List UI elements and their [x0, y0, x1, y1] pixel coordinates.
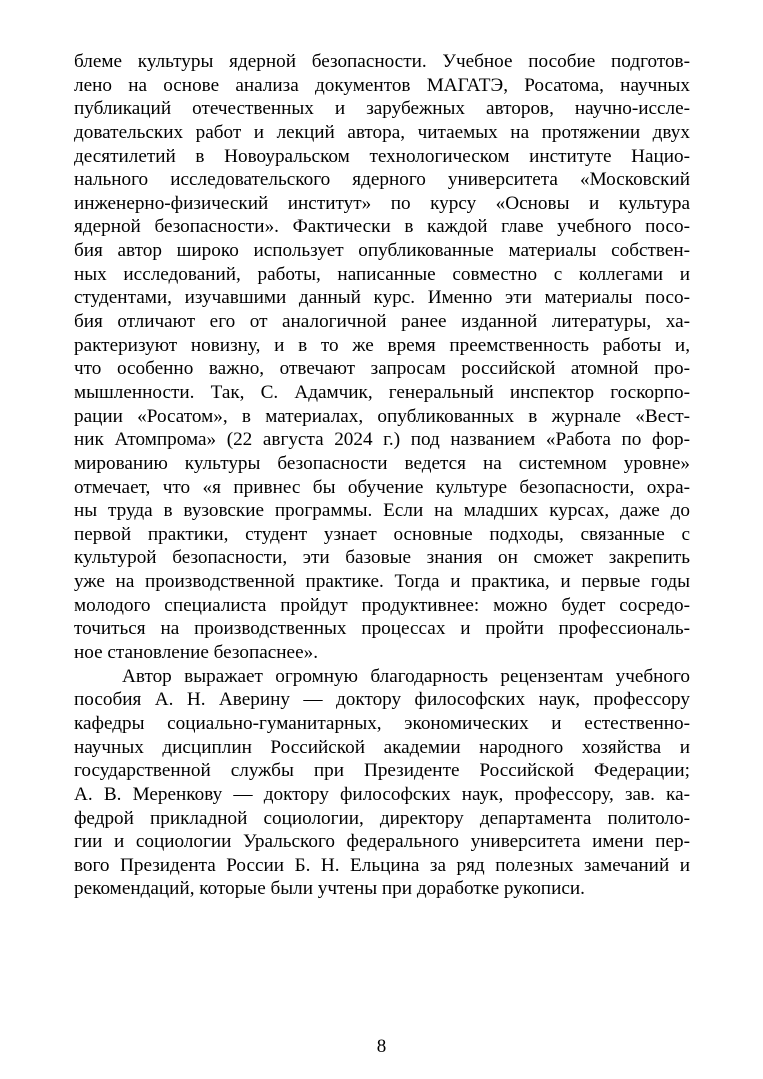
- text-line: ны труда в вузовские программы. Если на младших курсах, даже до: [74, 500, 690, 522]
- body-text: [74, 50, 690, 901]
- paragraph-1: [74, 50, 690, 665]
- text-line: бия отличают его от аналогичной ранее изданной литературы, ха-: [74, 311, 690, 333]
- text-line: государственной службы при Президенте Российской Федерации;: [74, 760, 690, 782]
- text-line: мышленности. Так, С. Адамчик, генеральный инспектор госкорпо-: [74, 381, 690, 403]
- text-line: вого Президента России Б. Н. Ельцина за ряд полезных замечаний и: [74, 854, 690, 876]
- text-line: нального исследовательского ядерного университета «Московский: [74, 169, 690, 191]
- text-line: студентами, изучавшими данный курс. Именно эти материалы посо-: [74, 287, 690, 309]
- text-line: отмечает, что «я привнес бы обучение культуре безопасности, охра-: [74, 476, 690, 498]
- text-line: десятилетий в Новоуральском технологическом институте Нацио-: [74, 145, 690, 167]
- text-line: ядерной безопасности». Фактически в каждой главе учебного посо-: [74, 216, 690, 238]
- text-line: бия автор широко использует опубликованные материалы собствен-: [74, 240, 690, 262]
- text-line: кафедры социально-гуманитарных, экономических и естественно-: [74, 712, 690, 734]
- text-line: А. В. Меренкову — доктору философских наук, профессору, зав. ка-: [74, 783, 690, 805]
- text-line: рации «Росатом», в материалах, опубликованных в журнале «Вест-: [74, 405, 690, 427]
- text-line: пособия А. Н. Аверину — доктору философских наук, профессору: [74, 689, 690, 711]
- text-line: первой практики, студент узнает основные подходы, связанные с: [74, 523, 690, 545]
- text-line: научных дисциплин Российской академии народного хозяйства и: [74, 736, 690, 758]
- text-line: молодого специалиста пройдут продуктивнее: можно будет сосредо-: [74, 594, 690, 616]
- text-line: инженерно-физический институт» по курсу «Основы и культура: [74, 192, 690, 214]
- text-line: Автор выражает огромную благодарность рецензентам учебного: [122, 665, 690, 687]
- text-line: федрой прикладной социологии, директору департамента политоло-: [74, 807, 690, 829]
- text-line: лено на основе анализа документов МАГАТЭ, Росатома, научных: [74, 74, 690, 96]
- text-line: мированию культуры безопасности ведется на системном уровне»: [74, 452, 690, 474]
- text-line: уже на производственной практике. Тогда и практика, и первые годы: [74, 571, 690, 593]
- text-line: довательских работ и лекций автора, читаемых на протяжении двух: [74, 121, 690, 143]
- text-line: публикаций отечественных и зарубежных авторов, научно-иссле-: [74, 98, 690, 120]
- text-line: культурой безопасности, эти базовые знания он сможет закрепить: [74, 547, 690, 569]
- paragraph-2: [74, 665, 690, 901]
- text-line: блеме культуры ядерной безопасности. Учебное пособие подготов-: [74, 51, 690, 72]
- text-line: ных исследований, работы, написанные совместно с коллегами и: [74, 263, 690, 285]
- text-line: гии и социологии Уральского федерального университета имени пер-: [74, 831, 690, 853]
- text-line: рекомендаций, которые были учтены при доработке рукописи.: [74, 878, 585, 900]
- page-number: 8: [376, 1036, 387, 1057]
- text-line: рактеризуют новизну, и в то же время преемственность работы и,: [74, 334, 690, 356]
- text-line: ник Атомпрома» (22 августа 2024 г.) под названием «Работа по фор-: [74, 429, 690, 451]
- text-line: что особенно важно, отвечают запросам российской атомной про-: [74, 358, 690, 380]
- text-line: ное становление безопаснее».: [74, 642, 318, 664]
- text-line: точиться на производственных процессах и пройти профессиональ-: [74, 618, 690, 640]
